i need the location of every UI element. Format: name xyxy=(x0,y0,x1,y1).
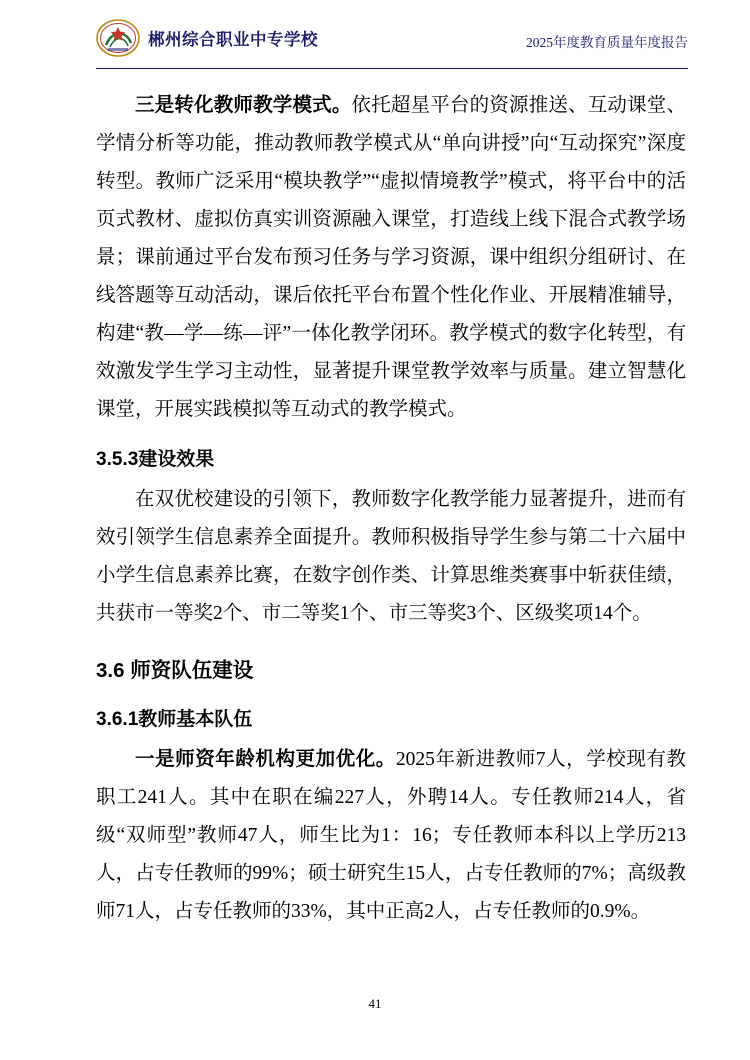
page-number: 41 xyxy=(368,996,382,1011)
header-left-group xyxy=(96,18,318,58)
page-content xyxy=(0,69,750,931)
heading-3-6: 3.6 师资队伍建设 xyxy=(96,659,254,682)
paragraph-construction-effect: 在双优校建设的引领下，教师数字化教学能力显著提升，进而有效引领学生信息素养全面提升。教师积极指导学生参与第二十六届中小学生信息素养比赛，在数字创作类、计算思维类赛事中斩获佳绩，共获市一等奖2个、市二等奖1个、市三等奖3个、区级奖项14个。 xyxy=(96,489,686,624)
paragraph-teaching-mode xyxy=(96,87,686,429)
paragraph-faculty-lead: 一是师资年龄机构更加优化。 xyxy=(135,749,396,770)
school-name: 郴州综合职业中专学校 xyxy=(148,30,318,49)
paragraph-teaching-mode-lead: 三是转化教师教学模式。 xyxy=(135,95,352,116)
paragraph-teaching-mode-body: 依托超星平台的资源推送、互动课堂、学情分析等功能，推动教师教学模式从“单向讲授”向“互动探究”深度转型。教师广泛采用“模块教学”“虚拟情境教学”模式，将平台中的活页式教材、虚拟仿真实训资源融入课堂，打造线上线下混合式教学场景；课前通过平台发布预习任务与学习资源，课中组织分组研讨、在线答题等互动活动，课后依托平台布置个性化作业、开展精准辅导，构建“教—学—练—评”一体化教学闭环。教学模式的数字化转型，有效激发学生学习主动性，显著提升课堂教学效率与质量。建立智慧化课堂，开展实践模拟等互动式的教学模式。 xyxy=(96,95,686,420)
heading-3-6-1: 3.6.1教师基本队伍 xyxy=(96,709,253,730)
paragraph-faculty-body: 2025年新进教师7人，学校现有教职工241人。其中在职在编227人，外聘14人。专任教师214人，省级“双师型”教师47人，师生比为1：16；专任教师本科以上学历213人，占专任教师的99%；硕士研究生15人，占专任教师的7%；高级教师71人，占专任教师的33%，其中正高2人，占专任教师的0.9%。 xyxy=(96,749,686,922)
page-header xyxy=(0,0,750,64)
paragraph-faculty xyxy=(96,741,686,931)
school-crest-icon xyxy=(96,18,140,58)
heading-3-5-3: 3.5.3建设效果 xyxy=(96,449,215,470)
report-title: 2025年度教育质量年度报告 xyxy=(526,35,688,50)
